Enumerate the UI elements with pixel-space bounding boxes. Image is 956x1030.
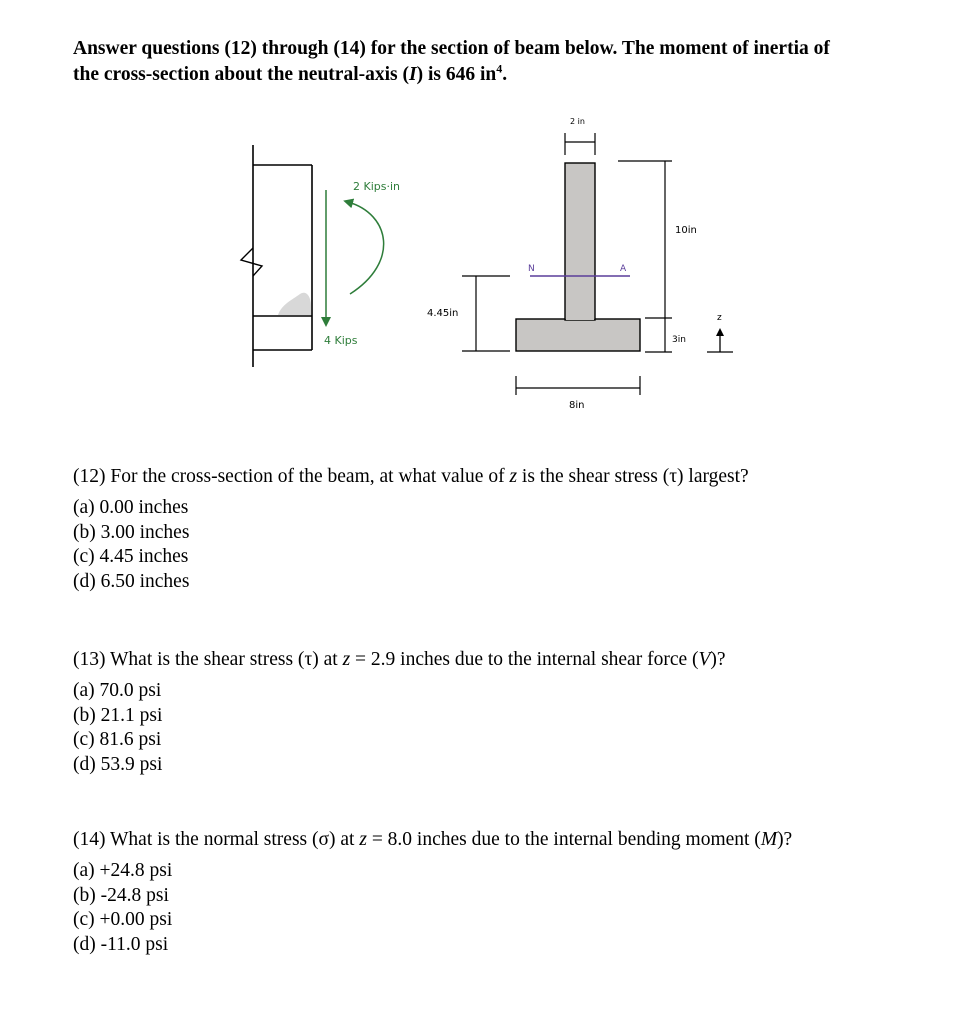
question-13-option-d: (d) 53.9 psi xyxy=(73,753,163,775)
question-12 xyxy=(73,464,749,594)
question-12-option-c: (c) 4.45 inches xyxy=(73,546,189,567)
z-axis-label: z xyxy=(717,313,722,323)
neutral-axis-a-label: A xyxy=(620,264,627,274)
beam-figure xyxy=(0,0,956,440)
question-14-option-d: (d) -11.0 psi xyxy=(73,933,169,955)
web-height-dimension xyxy=(618,161,672,318)
question-12-option-d: (d) 6.50 inches xyxy=(73,570,190,592)
web xyxy=(565,163,595,320)
flange-height-dimension xyxy=(645,318,672,352)
web-height-label: 10in xyxy=(675,225,697,236)
bending-moment-label: 2 Kips·in xyxy=(353,180,401,193)
na-height-label: 4.45in xyxy=(427,308,459,319)
question-12-option-a: (a) 0.00 inches xyxy=(73,497,189,518)
beam-segment xyxy=(241,145,312,367)
question-13-option-a: (a) 70.0 psi xyxy=(73,680,162,701)
header-line-1: Answer questions (12) through (14) for the section of beam below. The moment of inertia of xyxy=(73,38,830,59)
flange-width-dimension xyxy=(516,376,640,395)
shear-force-label: 4 Kips xyxy=(324,334,358,347)
question-13-option-c: (c) 81.6 psi xyxy=(73,729,162,750)
question-14-stem: (14) What is the normal stress (σ) at z = 8.0 inches due to the internal bending moment (M)? xyxy=(73,829,793,850)
question-13 xyxy=(73,647,726,777)
header-line-2: the cross-section about the neutral-axis (I) is 646 $in^4$. xyxy=(73,61,508,85)
neutral-axis-n-label: N xyxy=(528,264,535,274)
flange-height-label: 3in xyxy=(672,335,686,345)
question-14-option-a: (a) +24.8 psi xyxy=(73,860,173,881)
question-13-stem: (13) What is the shear stress (τ) at z = 2.9 inches due to the internal shear force (V)? xyxy=(73,649,726,670)
question-14 xyxy=(73,827,792,957)
flange xyxy=(516,319,640,351)
smudge-mark xyxy=(278,293,311,315)
flange-width-label: 8in xyxy=(569,400,585,411)
na-height-dimension xyxy=(462,276,510,351)
question-12-option-b: (b) 3.00 inches xyxy=(73,521,190,543)
question-14-option-c: (c) +0.00 psi xyxy=(73,909,173,930)
bending-moment-arrow xyxy=(348,202,384,294)
question-13-option-b: (b) 21.1 psi xyxy=(73,704,163,726)
question-14-option-b: (b) -24.8 psi xyxy=(73,884,169,906)
question-12-stem: (12) For the cross-section of the beam, at what value of z is the shear stress (τ) largest? xyxy=(73,466,749,487)
web-width-label: 2 in xyxy=(570,117,585,126)
web-width-dimension xyxy=(565,133,595,155)
